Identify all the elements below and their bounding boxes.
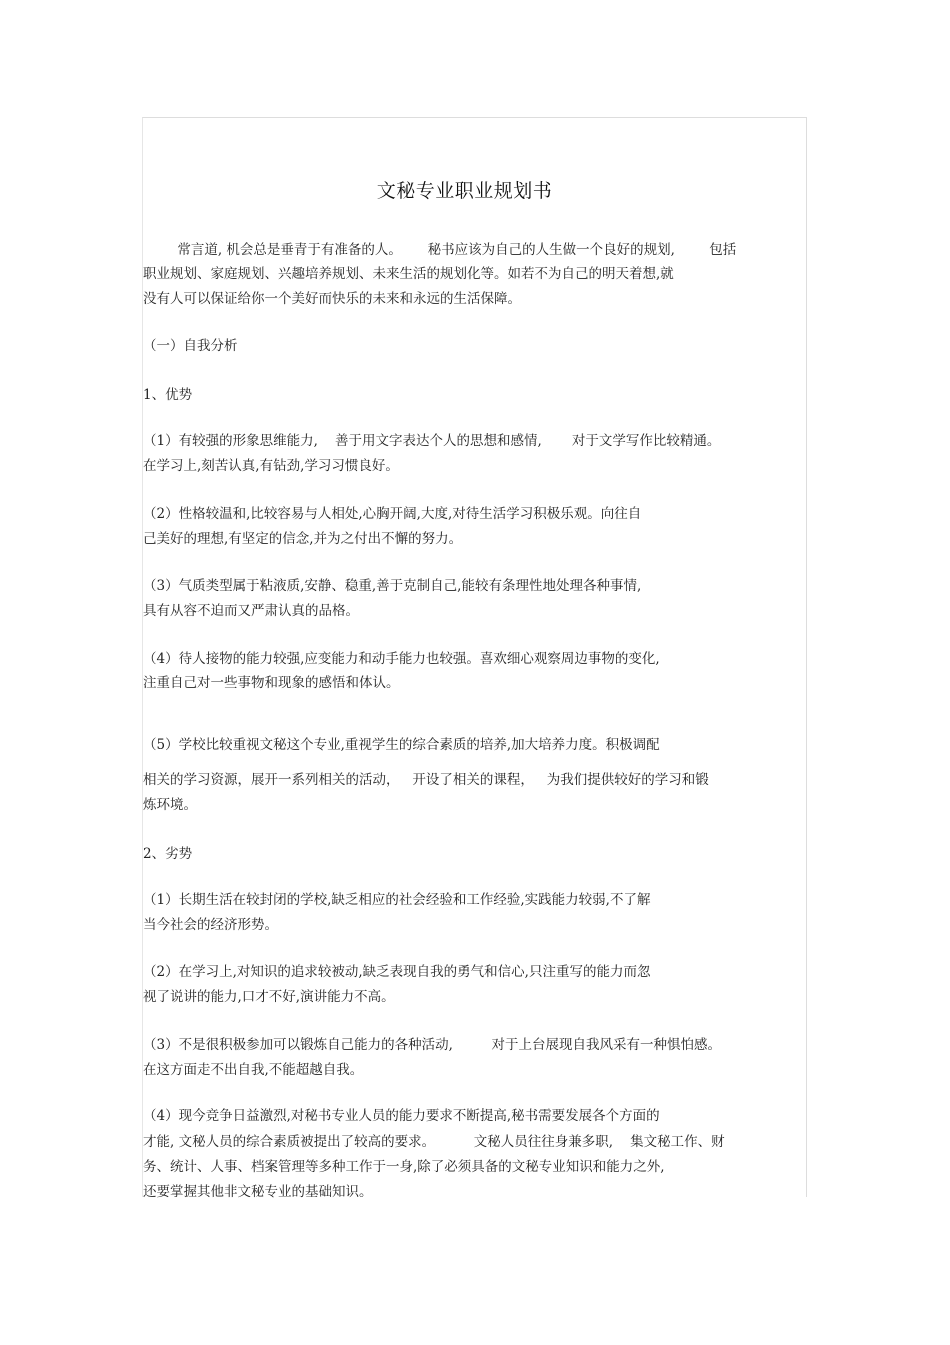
weakness-1-line-1: （1）长期生活在较封闭的学校,缺乏相应的社会经验和工作经验,实践能力较弱,不了解 (143, 892, 651, 908)
strength-4-line-1: （4）待人接物的能力较强,应变能力和动手能力也较强。喜欢细心观察周边事物的变化, (143, 651, 660, 667)
strength-2-line-2: 己美好的理想,有坚定的信念,并为之付出不懈的努力。 (143, 531, 463, 547)
weakness-4-line-3: 务、统计、人事、档案管理等多种工作于一身,除了必须具备的文秘专业知识和能力之外, (143, 1159, 665, 1175)
strength-4-line-2: 注重自己对一些事物和现象的感悟和体认。 (143, 675, 400, 691)
weakness-2-line-2: 视了说讲的能力,口才不好,演讲能力不高。 (143, 989, 395, 1005)
strength-1-line-2: 在学习上,刻苦认真,有钻劲,学习习惯良好。 (143, 458, 399, 474)
weakness-3-line-1: （3）不是很积极参加可以锻炼自己能力的各种活动, 对于上台展现自我风采有一种惧怕感。 (143, 1037, 722, 1053)
document-title: 文秘专业职业规划书 (376, 180, 553, 202)
weaknesses-heading: 2、劣势 (143, 846, 193, 862)
weakness-4-line-1: （4）现今竞争日益激烈,对秘书专业人员的能力要求不断提高,秘书需要发展各个方面的 (143, 1108, 660, 1124)
weakness-1-line-2: 当今社会的经济形势。 (143, 917, 278, 933)
intro-line-2: 职业规划、家庭规划、兴趣培养规划、未来生活的规划化等。如若不为自己的明天着想,就 (143, 266, 674, 282)
strength-1-line-1: （1）有较强的形象思维能力, 善于用文字表达个人的思想和感情, 对于文学写作比较精通。 (143, 433, 721, 449)
weakness-4-line-2: 才能, 文秘人员的综合素质被提出了较高的要求。 文秘人员往往身兼多职, 集文秘工作、财 (143, 1134, 725, 1150)
strength-5-line-1: （5）学校比较重视文秘这个专业,重视学生的综合素质的培养,加大培养力度。积极调配 (143, 737, 660, 753)
section-heading-self-analysis: （一）自我分析 (143, 338, 238, 354)
strength-3-line-2: 具有从容不迫而又严肃认真的品格。 (143, 603, 359, 619)
intro-line-1: 常言道, 机会总是垂青于有准备的人。 秘书应该为自己的人生做一个良好的规划, 包括 (143, 242, 737, 258)
strength-5-line-3: 炼环境。 (143, 797, 197, 813)
weakness-4-line-4: 还要掌握其他非文秘专业的基础知识。 (143, 1184, 373, 1200)
strengths-heading: 1、优势 (143, 387, 193, 403)
strength-3-line-1: （3）气质类型属于粘液质,安静、稳重,善于克制自己,能较有条理性地处理各种事情, (143, 578, 642, 594)
intro-line-3: 没有人可以保证给你一个美好而快乐的未来和永远的生活保障。 (143, 291, 521, 307)
strength-2-line-1: （2）性格较温和,比较容易与人相处,心胸开阔,大度,对待生活学习积极乐观。向往自 (143, 506, 642, 522)
weakness-2-line-1: （2）在学习上,对知识的追求较被动,缺乏表现自我的勇气和信心,只注重写的能力而忽 (143, 964, 651, 980)
strength-5-line-2: 相关的学习资源，展开一系列相关的活动， 开设了相关的课程， 为我们提供较好的学习和锻 (143, 772, 709, 788)
weakness-3-line-2: 在这方面走不出自我,不能超越自我。 (143, 1062, 364, 1078)
